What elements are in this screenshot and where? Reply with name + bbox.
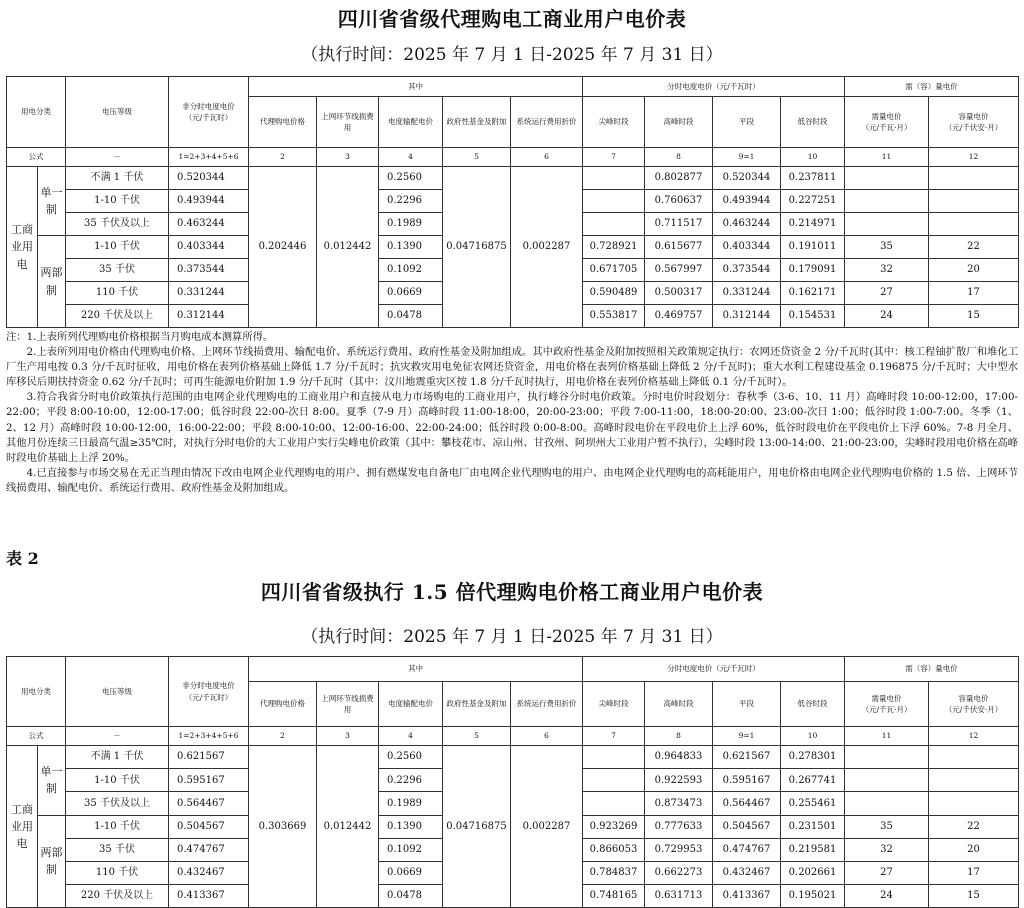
capacity-price: 22 bbox=[929, 815, 1019, 838]
table-row bbox=[7, 746, 1019, 769]
capacity-price bbox=[929, 769, 1019, 792]
voltage-level: 110 千伏 bbox=[66, 861, 169, 884]
flat-segment-price: 0.413367 bbox=[713, 885, 781, 908]
formula-flat: 1=2+3+4+5+6 bbox=[169, 727, 249, 746]
table-row bbox=[7, 167, 1019, 190]
header-fund: 政府性基金及附加 bbox=[443, 682, 511, 727]
system-fee: 0.002287 bbox=[511, 746, 583, 908]
sharp-peak-price: 0.923269 bbox=[583, 815, 645, 838]
flat-price: 0.403344 bbox=[169, 236, 249, 259]
header-tou: 分时电度电价（元/千瓦时） bbox=[583, 77, 845, 97]
flat-segment-price: 0.564467 bbox=[713, 792, 781, 815]
header-peak-sharp: 尖峰时段 bbox=[583, 97, 645, 148]
distribution-price: 0.1989 bbox=[379, 792, 443, 815]
table2-label: 表 2 bbox=[6, 549, 39, 568]
flat-price: 0.474767 bbox=[169, 838, 249, 861]
header-valley: 低谷时段 bbox=[781, 682, 845, 727]
demand-price bbox=[845, 213, 929, 236]
flat-price: 0.564467 bbox=[169, 792, 249, 815]
demand-price bbox=[845, 792, 929, 815]
header-distribution: 电度输配电价 bbox=[379, 97, 443, 148]
header-components: 其中 bbox=[249, 77, 583, 97]
valley-price: 0.214971 bbox=[781, 213, 845, 236]
header-flat-segment: 平段 bbox=[713, 682, 781, 727]
valley-price: 0.231501 bbox=[781, 815, 845, 838]
formula-col-4: 4 bbox=[379, 727, 443, 746]
voltage-level: 35 千伏 bbox=[66, 838, 169, 861]
distribution-price: 0.1390 bbox=[379, 815, 443, 838]
header-proxy-price: 代理购电价格 bbox=[249, 97, 317, 148]
formula-col-8: 8 bbox=[645, 148, 713, 167]
flat-segment-price: 0.520344 bbox=[713, 167, 781, 190]
header-proxy-price: 代理购电价格 bbox=[249, 682, 317, 727]
voltage-level: 不满 1 千伏 bbox=[66, 746, 169, 769]
distribution-price: 0.1092 bbox=[379, 838, 443, 861]
formula-dash: － bbox=[66, 727, 169, 746]
peak-price: 0.631713 bbox=[645, 885, 713, 908]
distribution-price: 0.0478 bbox=[379, 885, 443, 908]
formula-col-2: 2 bbox=[249, 148, 317, 167]
capacity-price: 20 bbox=[929, 838, 1019, 861]
table2-title: 四川省省级执行 1.5 倍代理购电价格工商业用户电价表 bbox=[260, 580, 764, 604]
flat-segment-price: 0.373544 bbox=[713, 259, 781, 282]
flat-price: 0.463244 bbox=[169, 213, 249, 236]
valley-price: 0.154531 bbox=[781, 305, 845, 328]
flat-price: 0.331244 bbox=[169, 282, 249, 305]
notes bbox=[6, 330, 1018, 496]
sharp-peak-price bbox=[583, 213, 645, 236]
header-category: 用电分类 bbox=[7, 77, 66, 148]
header-category: 用电分类 bbox=[7, 657, 66, 727]
flat-segment-price: 0.621567 bbox=[713, 746, 781, 769]
table2-subtitle: （执行时间：2025 年 7 月 1 日-2025 年 7 月 31 日） bbox=[301, 627, 723, 647]
voltage-level: 1-10 千伏 bbox=[66, 190, 169, 213]
header-valley: 低谷时段 bbox=[781, 97, 845, 148]
header-capacity-price-unit: （元/千伏安·月） bbox=[944, 123, 1003, 132]
table1-title: 四川省省级代理购电工商业用户电价表 bbox=[337, 7, 687, 31]
formula-col-12: 12 bbox=[929, 727, 1019, 746]
header-components: 其中 bbox=[249, 657, 583, 682]
header-demand-price-label: 需量电价 bbox=[871, 111, 902, 121]
demand-price: 32 bbox=[845, 259, 929, 282]
header-demand-price-unit: （元/千瓦·月） bbox=[861, 123, 912, 132]
flat-price: 0.312144 bbox=[169, 305, 249, 328]
valley-price: 0.219581 bbox=[781, 838, 845, 861]
price-table-2 bbox=[6, 656, 1019, 908]
flat-segment-price: 0.504567 bbox=[713, 815, 781, 838]
header-demand-price bbox=[845, 97, 929, 148]
flat-price: 0.373544 bbox=[169, 259, 249, 282]
formula-dash: － bbox=[66, 148, 169, 167]
demand-price: 32 bbox=[845, 838, 929, 861]
flat-segment-price: 0.474767 bbox=[713, 838, 781, 861]
flat-segment-price: 0.312144 bbox=[713, 305, 781, 328]
note-4: 4.已直接参与市场交易在无正当理由情况下改由电网企业代理购电的用户、拥有燃煤发电自备电厂由电网企业代理购电的用户、由电网企业代理购电的高耗能用户，用电价格由电网企业代理购电价格的 1.5 倍、上网环节线损费用、输配电价、系统运行费用、政府性基金及附加组成。 bbox=[6, 466, 1018, 494]
header-system-fee: 系统运行费用折价 bbox=[511, 682, 583, 727]
header-fund: 政府性基金及附加 bbox=[443, 97, 511, 148]
voltage-level: 110 千伏 bbox=[66, 282, 169, 305]
valley-price: 0.227251 bbox=[781, 190, 845, 213]
header-transmission-loss: 上网环节线损费用 bbox=[317, 682, 379, 727]
valley-price: 0.202661 bbox=[781, 861, 845, 884]
sharp-peak-price: 0.748165 bbox=[583, 885, 645, 908]
formula-col-7: 7 bbox=[583, 148, 645, 167]
distribution-price: 0.0669 bbox=[379, 282, 443, 305]
valley-price: 0.195021 bbox=[781, 885, 845, 908]
flat-price: 0.413367 bbox=[169, 885, 249, 908]
formula-col-5: 5 bbox=[443, 148, 511, 167]
valley-price: 0.179091 bbox=[781, 259, 845, 282]
valley-price: 0.267741 bbox=[781, 769, 845, 792]
transmission-loss: 0.012442 bbox=[317, 167, 379, 328]
formula-col-8: 8 bbox=[645, 727, 713, 746]
formula-label: 公式 bbox=[7, 148, 66, 167]
peak-price: 0.567997 bbox=[645, 259, 713, 282]
demand-price: 27 bbox=[845, 282, 929, 305]
header-system-fee: 系统运行费用折价 bbox=[511, 97, 583, 148]
sharp-peak-price bbox=[583, 769, 645, 792]
header-capacity-price-label: 容量电价 bbox=[958, 111, 989, 121]
demand-price bbox=[845, 746, 929, 769]
distribution-price: 0.1989 bbox=[379, 213, 443, 236]
sharp-peak-price: 0.784837 bbox=[583, 861, 645, 884]
sharp-peak-price bbox=[583, 746, 645, 769]
peak-price: 0.964833 bbox=[645, 746, 713, 769]
header-capacity-price-label: 容量电价 bbox=[958, 693, 989, 703]
note-2: 2.上表所列用电价格由代理购电价格、上网环节线损费用、输配电价、系统运行费用、政府性基金及附加组成。其中政府性基金及附加按照相关政策规定执行：农网还贷资金 2 分/千瓦时(其中：核工程铀扩散厂和堆化工厂生产用电按 0.3 分/千瓦时征收，用电价格在表列价格基础上降低 1.7 分/千瓦时；抗灾救灾用电免征农网还贷资金，用电价格在表列价格基础上降低 2 分/千瓦时)；重大水利工程建设基金 0.196875 分/千瓦时；大中型水库移民后期扶持资金 0.62 分/千瓦时；可再生能源电价附加 1.9 分/千瓦时（其中：汶川地震重灾区按 1.8 分/千瓦时执行，用电价格在表列价格基础上降低 0.1 分/千瓦时）。 bbox=[6, 346, 1018, 389]
formula-col-10: 10 bbox=[781, 727, 845, 746]
voltage-level: 35 千伏 bbox=[66, 259, 169, 282]
capacity-price: 17 bbox=[929, 282, 1019, 305]
category-two-part: 两部制 bbox=[38, 815, 66, 908]
header-flat-price bbox=[169, 657, 249, 727]
flat-segment-price: 0.432467 bbox=[713, 861, 781, 884]
proxy-price: 0.202446 bbox=[249, 167, 317, 328]
category-two-part: 两部制 bbox=[38, 236, 66, 328]
distribution-price: 0.0478 bbox=[379, 305, 443, 328]
sharp-peak-price bbox=[583, 792, 645, 815]
capacity-price: 20 bbox=[929, 259, 1019, 282]
peak-price: 0.760637 bbox=[645, 190, 713, 213]
demand-price: 24 bbox=[845, 305, 929, 328]
formula-col-6: 6 bbox=[511, 727, 583, 746]
formula-col-2: 2 bbox=[249, 727, 317, 746]
peak-price: 0.662273 bbox=[645, 861, 713, 884]
distribution-price: 0.1390 bbox=[379, 236, 443, 259]
flat-price: 0.520344 bbox=[169, 167, 249, 190]
peak-price: 0.729953 bbox=[645, 838, 713, 861]
system-fee: 0.002287 bbox=[511, 167, 583, 328]
sharp-peak-price: 0.590489 bbox=[583, 282, 645, 305]
distribution-price: 0.1092 bbox=[379, 259, 443, 282]
header-capacity: 需（容）量电价 bbox=[845, 77, 1019, 97]
formula-col-9: 9=1 bbox=[713, 727, 781, 746]
sharp-peak-price: 0.553817 bbox=[583, 305, 645, 328]
flat-segment-price: 0.595167 bbox=[713, 769, 781, 792]
valley-price: 0.191011 bbox=[781, 236, 845, 259]
demand-price: 35 bbox=[845, 236, 929, 259]
header-flat-price-label: 非分时电度电价 bbox=[182, 681, 235, 691]
formula-col-3: 3 bbox=[317, 727, 379, 746]
capacity-price: 15 bbox=[929, 885, 1019, 908]
formula-col-11: 11 bbox=[845, 727, 929, 746]
header-voltage: 电压等级 bbox=[66, 657, 169, 727]
formula-col-3: 3 bbox=[317, 148, 379, 167]
header-peak: 高峰时段 bbox=[645, 97, 713, 148]
flat-price: 0.432467 bbox=[169, 861, 249, 884]
distribution-price: 0.2296 bbox=[379, 769, 443, 792]
sharp-peak-price: 0.728921 bbox=[583, 236, 645, 259]
flat-segment-price: 0.463244 bbox=[713, 213, 781, 236]
capacity-price bbox=[929, 190, 1019, 213]
formula-col-12: 12 bbox=[929, 148, 1019, 167]
header-voltage: 电压等级 bbox=[66, 77, 169, 148]
capacity-price bbox=[929, 213, 1019, 236]
header-demand-price-unit: （元/千瓦·月） bbox=[861, 705, 912, 714]
voltage-level: 1-10 千伏 bbox=[66, 769, 169, 792]
sharp-peak-price bbox=[583, 167, 645, 190]
distribution-price: 0.0669 bbox=[379, 861, 443, 884]
header-peak-sharp: 尖峰时段 bbox=[583, 682, 645, 727]
formula-col-11: 11 bbox=[845, 148, 929, 167]
sharp-peak-price: 0.866053 bbox=[583, 838, 645, 861]
formula-flat: 1=2+3+4+5+6 bbox=[169, 148, 249, 167]
flat-price: 0.504567 bbox=[169, 815, 249, 838]
header-flat-segment: 平段 bbox=[713, 97, 781, 148]
category-industrial: 工商业用电 bbox=[7, 167, 38, 328]
header-capacity-price bbox=[929, 682, 1019, 727]
demand-price: 24 bbox=[845, 885, 929, 908]
capacity-price bbox=[929, 167, 1019, 190]
header-demand-price-label: 需量电价 bbox=[871, 693, 902, 703]
flat-segment-price: 0.403344 bbox=[713, 236, 781, 259]
peak-price: 0.500317 bbox=[645, 282, 713, 305]
header-capacity-price-unit: （元/千伏安·月） bbox=[944, 705, 1003, 714]
capacity-price: 17 bbox=[929, 861, 1019, 884]
header-distribution: 电度输配电价 bbox=[379, 682, 443, 727]
gov-fund: 0.04716875 bbox=[443, 167, 511, 328]
distribution-price: 0.2560 bbox=[379, 746, 443, 769]
voltage-level: 220 千伏及以上 bbox=[66, 305, 169, 328]
capacity-price bbox=[929, 746, 1019, 769]
flat-segment-price: 0.331244 bbox=[713, 282, 781, 305]
table1-subtitle: （执行时间：2025 年 7 月 1 日-2025 年 7 月 31 日） bbox=[301, 45, 723, 65]
valley-price: 0.278301 bbox=[781, 746, 845, 769]
voltage-level: 不满 1 千伏 bbox=[66, 167, 169, 190]
capacity-price: 22 bbox=[929, 236, 1019, 259]
demand-price: 27 bbox=[845, 861, 929, 884]
valley-price: 0.255461 bbox=[781, 792, 845, 815]
formula-label: 公式 bbox=[7, 727, 66, 746]
category-single: 单一制 bbox=[38, 167, 66, 236]
demand-price bbox=[845, 769, 929, 792]
category-industrial: 工商业用电 bbox=[7, 746, 38, 908]
header-flat-price bbox=[169, 77, 249, 148]
voltage-level: 220 千伏及以上 bbox=[66, 885, 169, 908]
formula-col-5: 5 bbox=[443, 727, 511, 746]
voltage-level: 1-10 千伏 bbox=[66, 815, 169, 838]
demand-price bbox=[845, 190, 929, 213]
note-1: 注：1.上表所列代理购电价格根据当月购电成本测算所得。 bbox=[6, 331, 274, 343]
header-flat-price-unit: （元/千瓦时） bbox=[184, 113, 233, 122]
note-3: 3.符合我省分时电价政策执行范围的由电网企业代理购电的工商业用户和直接从电力市场购电的工商业用户，执行峰谷分时电价政策。分时电价时段划分：春秋季（3-6、10、11 月）高峰时段 10:00-12:00，17:00-22:00；平段 8:00-10:00，12:00-17:00；低谷时段 22:00-次日 8:00。夏季（7-9 月）高峰时段 11:00-18:00，20:00-23:00；平段 7:00-11:00，18:00-20:00、23:00-次日 1:00；低谷时段 1:00-7:00。冬季（1、2、12 月）高峰时段 10:00-12:00，16:00-22:00；平段 8:00-10:00、12:00-16:00、22:00-24:00；低谷时段 0:00-8:00。高峰时段电价在平段电价上上浮 60%，低谷时段电价在平段电价上下浮 60%。7-8 月全月、其他月份连续三日最高气温≥35℃时，对执行分时电价的大工业用户实行尖峰电价政策（其中：攀枝花市、凉山州、甘孜州、阿坝州大工业用户暂不执行），尖峰时段 13:00-14:00、21:00-23:00，尖峰时段用电价格在高峰时段电价基础上上浮 20%。 bbox=[6, 391, 1018, 464]
header-flat-price-unit: （元/千瓦时） bbox=[184, 692, 233, 702]
sharp-peak-price: 0.671705 bbox=[583, 259, 645, 282]
capacity-price: 15 bbox=[929, 305, 1019, 328]
formula-col-4: 4 bbox=[379, 148, 443, 167]
category-single: 单一制 bbox=[38, 746, 66, 816]
peak-price: 0.469757 bbox=[645, 305, 713, 328]
distribution-price: 0.2296 bbox=[379, 190, 443, 213]
voltage-level: 35 千伏及以上 bbox=[66, 213, 169, 236]
valley-price: 0.237811 bbox=[781, 167, 845, 190]
distribution-price: 0.2560 bbox=[379, 167, 443, 190]
flat-price: 0.595167 bbox=[169, 769, 249, 792]
transmission-loss: 0.012442 bbox=[317, 746, 379, 908]
header-transmission-loss: 上网环节线损费用 bbox=[317, 97, 379, 148]
voltage-level: 35 千伏及以上 bbox=[66, 792, 169, 815]
gov-fund: 0.04716875 bbox=[443, 746, 511, 908]
peak-price: 0.777633 bbox=[645, 815, 713, 838]
capacity-price bbox=[929, 792, 1019, 815]
proxy-price: 0.303669 bbox=[249, 746, 317, 908]
peak-price: 0.873473 bbox=[645, 792, 713, 815]
demand-price: 35 bbox=[845, 815, 929, 838]
formula-col-9: 9=1 bbox=[713, 148, 781, 167]
flat-segment-price: 0.493944 bbox=[713, 190, 781, 213]
formula-col-7: 7 bbox=[583, 727, 645, 746]
header-capacity-price bbox=[929, 97, 1019, 148]
flat-price: 0.621567 bbox=[169, 746, 249, 769]
valley-price: 0.162171 bbox=[781, 282, 845, 305]
peak-price: 0.922593 bbox=[645, 769, 713, 792]
demand-price bbox=[845, 167, 929, 190]
header-capacity: 需（容）量电价 bbox=[845, 657, 1019, 682]
formula-col-6: 6 bbox=[511, 148, 583, 167]
header-flat-price-label: 非分时电度电价 bbox=[182, 101, 235, 111]
sharp-peak-price bbox=[583, 190, 645, 213]
peak-price: 0.802877 bbox=[645, 167, 713, 190]
header-demand-price bbox=[845, 682, 929, 727]
voltage-level: 1-10 千伏 bbox=[66, 236, 169, 259]
flat-price: 0.493944 bbox=[169, 190, 249, 213]
peak-price: 0.711517 bbox=[645, 213, 713, 236]
header-tou: 分时电度电价（元/千瓦时） bbox=[583, 657, 845, 682]
formula-col-10: 10 bbox=[781, 148, 845, 167]
price-table-1 bbox=[6, 76, 1019, 328]
peak-price: 0.615677 bbox=[645, 236, 713, 259]
header-peak: 高峰时段 bbox=[645, 682, 713, 727]
